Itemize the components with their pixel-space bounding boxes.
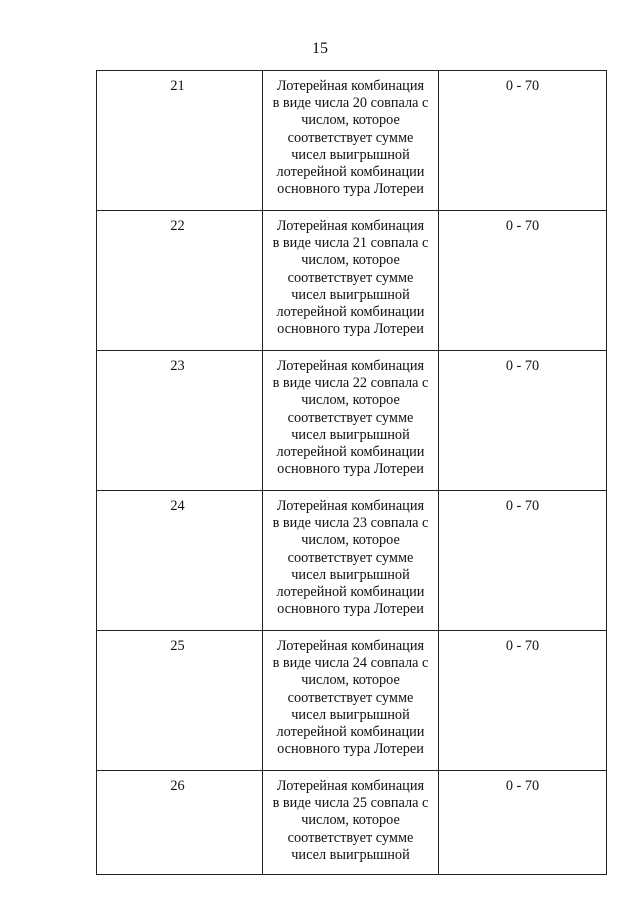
row-range-cell: 0 - 70 xyxy=(439,631,607,771)
row-number-cell: 22 xyxy=(97,211,263,351)
row-number-cell: 26 xyxy=(97,771,263,875)
row-description-cell xyxy=(263,71,439,211)
row-number-cell: 23 xyxy=(97,351,263,491)
page-number: 15 xyxy=(312,40,328,57)
description-line: основного тура Лотереи xyxy=(277,461,424,478)
row-number-cell: 21 xyxy=(97,71,263,211)
description-line: числом, которое xyxy=(301,392,400,409)
description-line: числом, которое xyxy=(301,672,400,689)
description-line: чисел выигрышной xyxy=(291,426,410,443)
description-line: соответствует сумме xyxy=(287,409,414,426)
row-range-cell: 0 - 70 xyxy=(439,351,607,491)
prize-table xyxy=(96,70,607,875)
description-line: в виде числа 23 совпала с xyxy=(272,515,429,532)
description-line: в виде числа 20 совпала с xyxy=(272,95,429,112)
table-row xyxy=(97,491,607,631)
description-line: Лотерейная комбинация xyxy=(276,778,425,794)
description-line: соответствует сумме xyxy=(287,689,414,706)
row-range-cell: 0 - 70 xyxy=(439,211,607,351)
row-description-cell xyxy=(263,771,439,875)
description-line: чисел выигрышной xyxy=(291,846,410,863)
table-row xyxy=(97,71,607,211)
description-line: основного тура Лотереи xyxy=(277,741,424,758)
table-row xyxy=(97,211,607,351)
description-line: чисел выигрышной xyxy=(291,286,410,303)
row-range-cell: 0 - 70 xyxy=(439,491,607,631)
row-description-cell xyxy=(263,211,439,351)
description-line: чисел выигрышной xyxy=(291,146,410,163)
description-line: в виде числа 25 совпала с xyxy=(272,795,429,812)
description-line: соответствует сумме xyxy=(287,269,414,286)
description-line: в виде числа 21 совпала с xyxy=(272,235,429,252)
row-description-cell xyxy=(263,351,439,491)
row-number-cell: 24 xyxy=(97,491,263,631)
description-line: числом, которое xyxy=(301,112,400,129)
row-number-cell: 25 xyxy=(97,631,263,771)
description-line: соответствует сумме xyxy=(287,549,414,566)
description-line: чисел выигрышной xyxy=(291,706,410,723)
description-line: числом, которое xyxy=(301,252,400,269)
description-line: соответствует сумме xyxy=(287,829,414,846)
description-line: Лотерейная комбинация xyxy=(276,218,425,234)
row-range-cell: 0 - 70 xyxy=(439,71,607,211)
description-line: Лотерейная комбинация xyxy=(276,498,425,514)
description-line: основного тура Лотереи xyxy=(277,181,424,198)
table-row xyxy=(97,631,607,771)
description-line: Лотерейная комбинация xyxy=(276,358,425,374)
description-line: лотерейной комбинации xyxy=(276,584,425,601)
description-line: основного тура Лотереи xyxy=(277,601,424,618)
table-row xyxy=(97,771,607,875)
row-description-cell xyxy=(263,631,439,771)
description-line: основного тура Лотереи xyxy=(277,321,424,338)
description-line: соответствует сумме xyxy=(287,129,414,146)
row-range-cell: 0 - 70 xyxy=(439,771,607,875)
description-line: в виде числа 24 совпала с xyxy=(272,655,429,672)
description-line: лотерейной комбинации xyxy=(276,304,425,321)
description-line: чисел выигрышной xyxy=(291,566,410,583)
description-line: лотерейной комбинации xyxy=(276,164,425,181)
description-line: числом, которое xyxy=(301,812,400,829)
description-line: лотерейной комбинации xyxy=(276,724,425,741)
description-line: лотерейной комбинации xyxy=(276,444,425,461)
description-line: Лотерейная комбинация xyxy=(276,78,425,94)
row-description-cell xyxy=(263,491,439,631)
description-line: Лотерейная комбинация xyxy=(276,638,425,654)
description-line: в виде числа 22 совпала с xyxy=(272,375,429,392)
description-line: числом, которое xyxy=(301,532,400,549)
table-row xyxy=(97,351,607,491)
